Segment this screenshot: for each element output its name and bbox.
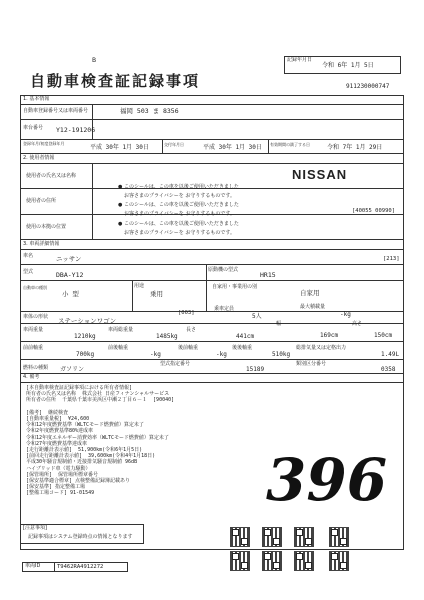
issue-date-value: 平成 30年 1月 30日 [203,144,262,151]
remarks-line: 令和12年度エネルギー消費効率（WLTCモード燃費値）算定未了 [26,434,169,441]
bullet-icon: ● [118,221,124,227]
model-label: 型式 [23,269,34,275]
qr-code-8 [329,551,349,571]
rear-rear-axle-value: 510kg [272,351,291,358]
remarks-line: 令和2年度燃費基準80%達成車 [26,428,94,435]
engine-value: HR15 [260,271,276,279]
record-date-value: 令和 6年 1月 5日 [322,62,374,69]
section-user-title: 2. 使用者情報 [23,155,55,161]
form-marker: B [92,57,97,64]
width-label: 幅 [276,321,282,327]
document-number: 911230000747 [346,83,390,90]
remarks-line: 令和12年度燃費基準（WLTCモード燃費値）算定未了 [26,422,144,429]
remarks-line: 平成30年騒音規制値・近接排気騒音規制値 96dB [26,459,138,466]
first-registration-label: 登録年月/初度登録年月 [23,141,65,146]
class-number-value: 0358 [381,366,396,373]
remarks-line: [保安基準適合標章] 点検整備記録簿記載あり [26,478,131,485]
remarks-line: ハイブリッド車（電力駆動） [26,465,91,472]
nissan-logo-text: NISSAN [292,167,348,182]
notice-text: 記録事項はシステム登録時点の情報となります [28,534,133,540]
front-front-axle-value: 700kg [76,351,95,358]
kind-label: 自動車の種別 [23,285,47,290]
handwritten-number [262,442,390,512]
max-load-value: -kg [340,311,351,318]
vehicle-weight-value: 1210kg [74,333,96,340]
rear-front-axle-value: -kg [216,351,227,358]
chassis-label: 車台番号 [23,125,44,131]
front-front-axle-label: 前前軸重 [23,345,44,351]
section-remarks-title: 4. 備考 [23,374,40,380]
rear-rear-axle-label: 後後軸重 [232,345,253,351]
front-rear-axle-label: 前後軸重 [108,345,129,351]
vehicle-id-value: T9462RA4912272 [57,564,104,570]
expiry-date-label: 有効期間の満了する日 [270,142,310,147]
bullet-icon: ● [118,184,124,190]
remarks-line: 所有者の氏名又は名称 株式会社 日産フィナンシャルサービス [26,391,170,398]
maker-value: ニッサン [56,255,82,263]
section-basic-title: 1. 基本情報 [23,96,50,102]
gross-weight-value: 1485kg [156,333,178,340]
use-label: 用途 [134,283,145,289]
capacity-value: 5人 [252,313,262,320]
notice-label: [注意事項] [23,525,47,531]
private-commercial-value: 自家用 [300,289,320,297]
length-value: 441cm [236,333,255,340]
record-date-label: 記録年月日 [287,57,313,63]
capacity-label: 乗車定員 [214,306,235,312]
base-location-label: 使用の本拠の位置 [26,224,67,230]
first-registration-value: 平成 30年 1月 30日 [90,144,149,151]
length-label: 長さ [186,327,197,333]
privacy-seal-note-3a: ● このシールは、この車を以後ご使用いただきました [118,221,239,227]
remarks-line: 所有者の住所 千葉県千葉市美浜区中瀬２丁目６－１ [90040] [26,397,175,404]
qr-code-2 [262,527,282,547]
body-shape-label: 車体の形状 [23,314,49,320]
use-value: 乗用 [150,290,163,298]
maker-code: [213] [383,256,400,262]
type-number-label: 型式指定番号 [160,361,191,367]
gross-weight-label: 車両総重量 [108,327,134,333]
max-load-label: 最大積載量 [300,304,326,310]
displacement-value: 1.49L [381,351,400,358]
vehicle-weight-label: 車両重量 [23,327,44,333]
privacy-seal-code: [40055 00990] [352,208,396,214]
bullet-icon: ● [118,202,124,208]
chassis-value: Y12-191206 [56,126,96,134]
remarks-line: [走行距離計表示値] 51,900km(令和6年1月5日) [26,447,143,454]
privacy-seal-note-2a: ● このシールは、この車を以後ご使用いただきました [118,202,239,208]
fuel-label: 燃料の種類 [23,365,49,371]
privacy-seal-note-1b: お客さまのプライバシーを お守りするものです。 [124,193,235,199]
remarks-line: [前回走行距離計表示値] 39,600km(令和4年1月18日) [26,453,156,460]
remarks-line: [整備工場コード] 91-01549 [26,490,95,497]
height-value: 150cm [374,332,393,339]
height-label: 高さ [352,321,363,327]
remarks-line: [本自動車検査証記録事項における所有者情報] [26,385,133,391]
registration-label: 自動車登録番号又は車両番号 [23,108,89,114]
engine-label: 原動機の型式 [208,267,239,273]
fuel-value: ガソリン [60,366,85,373]
model-value: DBA-Y12 [56,271,84,279]
rear-front-axle-label: 後前軸重 [178,345,199,351]
remarks-text [26,385,174,497]
registration-value: 福岡 503 ま 8356 [120,107,179,115]
qr-code-4 [329,527,349,547]
qr-code-7 [294,551,314,571]
private-commercial-label: 自家用・事業用の別 [212,284,258,290]
document-title: 自動車検査証記録事項 [30,72,201,90]
qr-code-6 [262,551,282,571]
qr-code-3 [294,527,314,547]
qr-code-5 [230,551,250,571]
vehicle-id-label: 車両ID [25,563,41,569]
width-value: 169cm [320,332,339,339]
privacy-seal-note-2b: お客さまのプライバシーを お守りするものです。 [124,211,235,217]
displacement-label: 総排気量又は定格出力 [296,345,347,351]
expiry-date-value: 令和 7年 1月 29日 [327,144,383,151]
class-number-label: 類別区分番号 [296,361,327,367]
user-address-label: 使用者の住所 [26,198,57,204]
body-shape-code: [003] [178,310,195,316]
body-shape-value: ステーションワゴン [58,317,117,325]
type-number-value: 15189 [246,366,265,373]
privacy-seal-note-3b: お客さまのプライバシーを お守りするものです。 [124,230,235,236]
user-name-label: 使用者の氏名又は名称 [26,173,77,179]
remarks-line: [自動車重量税] ¥24,600 [26,416,90,423]
front-rear-axle-value: -kg [150,351,161,358]
privacy-seal-note-1a: ● このシールは、この車を以後ご使用いただきました [118,184,239,190]
qr-code-1 [230,527,250,547]
remarks-line: [備考] 継続検査 [26,409,69,416]
section-vehicle-title: 3. 車両詳細情報 [23,241,60,247]
issue-date-label: 交付年月日 [164,142,184,147]
remarks-line: [保管場所] 保管場所標章番号 [26,471,99,478]
kind-value: 小 型 [62,290,79,298]
remarks-line: 令和27年度燃費基準達成車 [26,440,88,447]
handwritten-number-text: 396 [266,446,388,512]
maker-label: 車名 [23,253,34,259]
remarks-line: [保安基準] 指定整備工場 [26,484,86,491]
